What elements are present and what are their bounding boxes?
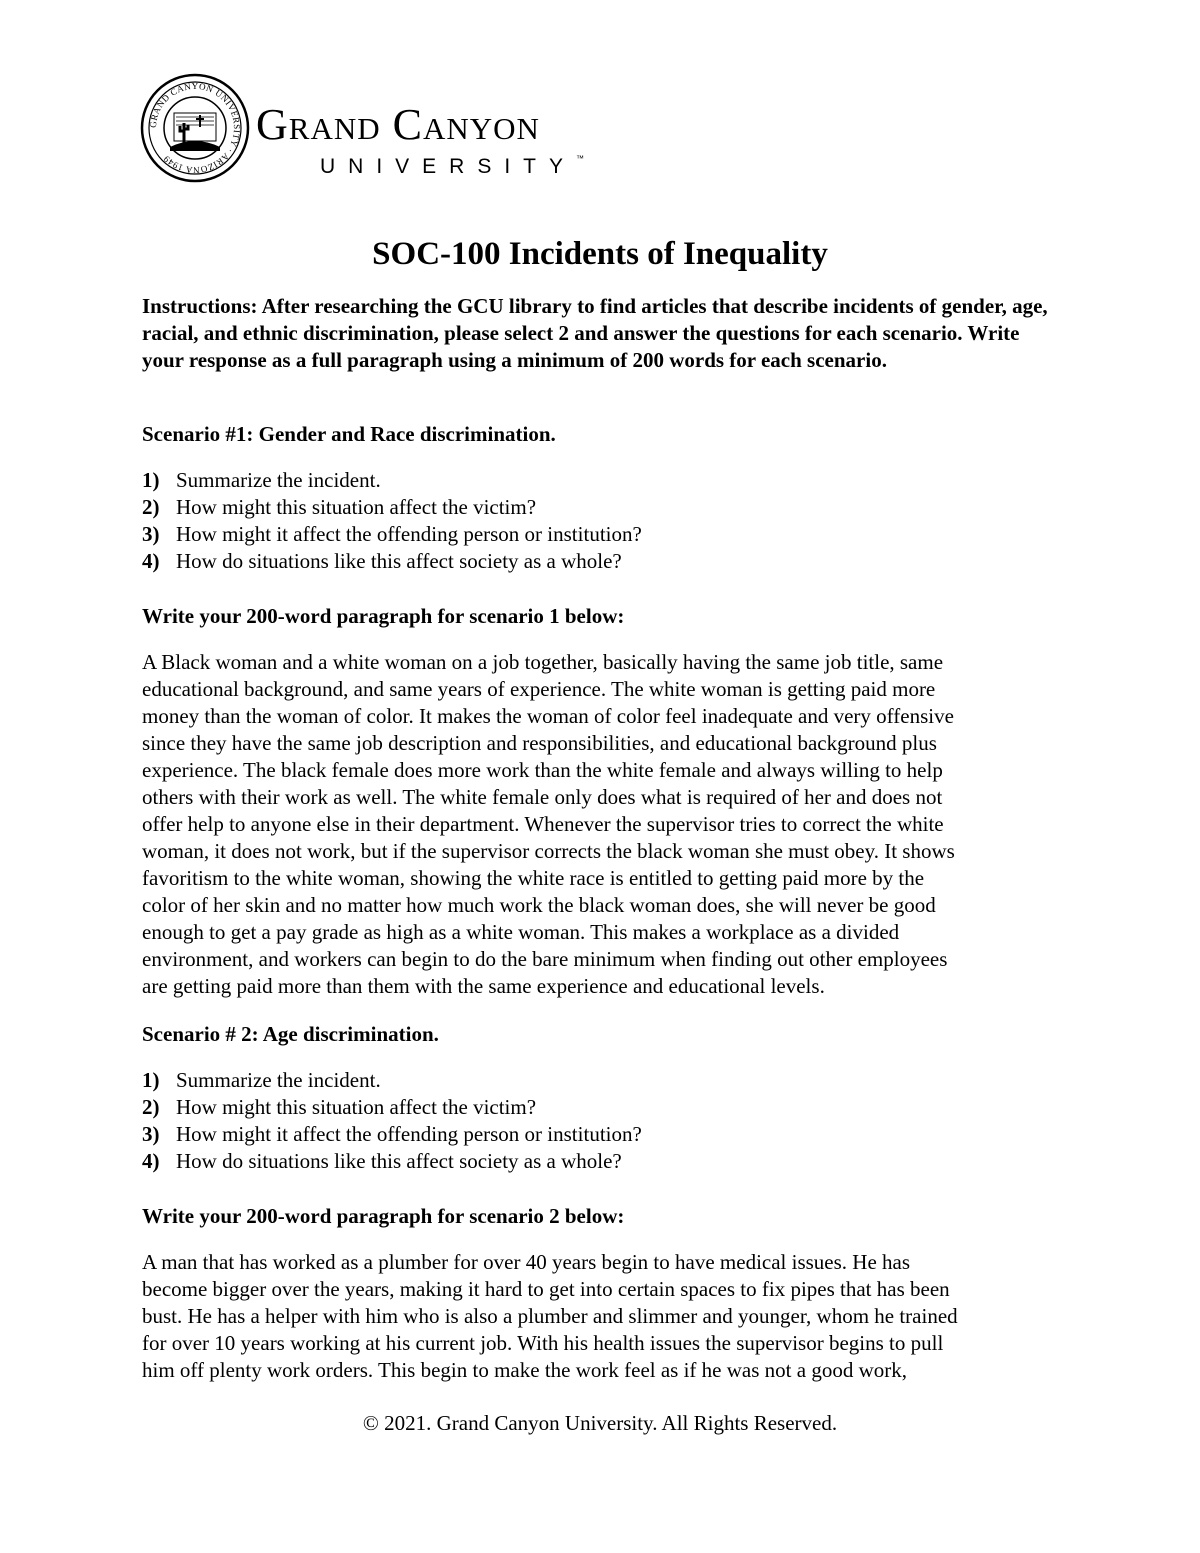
logo-subtitle <box>320 155 584 177</box>
seal-text: GRAND CANYON UNIVERSITY · ARIZONA 1949 <box>147 80 243 176</box>
scenario-2-heading: Scenario # 2: Age discrimination. <box>142 1022 439 1046</box>
response-line: become bigger over the years, making it hard to get into certain spaces to fix pipes that has been <box>142 1277 950 1301</box>
response-line: are getting paid more than them with the same experience and educational levels. <box>142 974 825 998</box>
list-item: 2) How might this situation affect the victim? <box>142 495 537 519</box>
response-line: others with their work as well. The white female only does what is required of her and does not <box>142 785 943 809</box>
response-line: A Black woman and a white woman on a job together, basically having the same job title, same <box>142 650 944 674</box>
response-line: for over 10 years working at his current job. With his health issues the supervisor begins to pull <box>142 1331 944 1355</box>
svg-text:GRAND CANYON UNIVERSITY · ARIZ <box>148 81 242 175</box>
list-item: 1) Summarize the incident. <box>142 1068 381 1092</box>
document-title: SOC-100 Incidents of Inequality <box>372 236 828 272</box>
scenario-1-questions <box>142 467 1062 575</box>
university-seal-icon <box>140 73 250 183</box>
response-line: offer help to anyone else in their department. Whenever the supervisor tries to correct the white <box>142 812 944 836</box>
scenario-1-heading: Scenario #1: Gender and Race discrimination. <box>142 422 556 446</box>
logo-word-grand: Grand <box>256 100 381 149</box>
logo-wordmark <box>256 100 540 149</box>
instructions: Instructions: After researching the GCU library to find articles that describe incidents of gender, age, racial, and ethnic discrimination, please select 2 and answer the questions for each scenario. Write your response as a full paragraph using a minimum of 200 words for each scenario. <box>142 294 1048 372</box>
list-item: 4) How do situations like this affect society as a whole? <box>142 1149 622 1173</box>
scenario-2-questions <box>142 1067 1062 1175</box>
scenario-2-response <box>142 1249 1062 1384</box>
response-line: color of her skin and no matter how much work the black woman does, she will never be good <box>142 893 936 917</box>
response-line: favoritism to the white woman, showing the white race is entitled to getting paid more by the <box>142 866 925 890</box>
copyright-footer: © 2021. Grand Canyon University. All Rights Reserved. <box>362 1411 838 1435</box>
logo-word-canyon: Canyon <box>392 100 540 149</box>
list-item: 3) How might it affect the offending person or institution? <box>142 1122 642 1146</box>
scenario-2-prompt: Write your 200-word paragraph for scenario 2 below: <box>142 1204 625 1228</box>
logo-university-text: UNIVERSITY <box>320 155 577 178</box>
logo-trademark: ™ <box>576 154 585 163</box>
response-line: bust. He has a helper with him who is also a plumber and slimmer and younger, whom he trained <box>142 1304 958 1328</box>
response-line: money than the woman of color. It makes the woman of color feel inadequate and very offensive <box>142 704 954 728</box>
response-line: enough to get a pay grade as high as a white woman. This makes a workplace as a divided <box>142 920 900 944</box>
list-item: 1) Summarize the incident. <box>142 468 381 492</box>
response-line: him off plenty work orders. This begin to make the work feel as if he was not a good work, <box>142 1358 907 1382</box>
response-line: since they have the same job description and responsibilities, and educational background plus <box>142 731 937 755</box>
scenario-1-prompt: Write your 200-word paragraph for scenario 1 below: <box>142 604 625 628</box>
university-logo <box>140 73 620 185</box>
response-line: environment, and workers can begin to do the bare minimum when finding out other employees <box>142 947 948 971</box>
response-line: experience. The black female does more work than the white female and always willing to help <box>142 758 943 782</box>
list-item: 4) How do situations like this affect society as a whole? <box>142 549 622 573</box>
response-line: A man that has worked as a plumber for over 40 years begin to have medical issues. He has <box>142 1250 911 1274</box>
list-item: 3) How might it affect the offending person or institution? <box>142 522 642 546</box>
list-item: 2) How might this situation affect the victim? <box>142 1095 537 1119</box>
response-line: woman, it does not work, but if the supervisor corrects the black woman she must obey. It shows <box>142 839 955 863</box>
scenario-1-response <box>142 649 1062 1000</box>
response-line: educational background, and same years of experience. The white woman is getting paid more <box>142 677 936 701</box>
